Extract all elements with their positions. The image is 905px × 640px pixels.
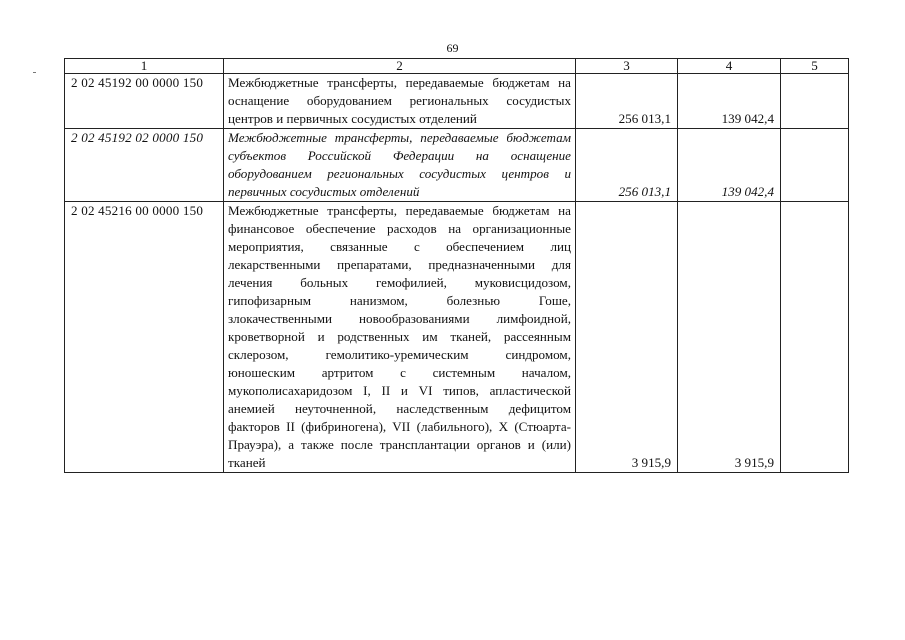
revenue-code-cell: 2 02 45216 00 0000 150 xyxy=(65,202,224,473)
revenue-name-cell: Межбюджетные трансферты, передаваемые бюджетам на оснащение оборудованием региональных сосудистых центров и первичных сосудистых отделений xyxy=(224,74,576,129)
column-header: 5 xyxy=(781,59,849,74)
budget-table xyxy=(64,58,849,473)
column-header: 1 xyxy=(65,59,224,74)
scan-artifact xyxy=(33,72,36,73)
amount-cell-col5 xyxy=(781,129,849,202)
amount-cell-col4: 3 915,9 xyxy=(678,202,781,473)
amount-cell-col3: 3 915,9 xyxy=(576,202,678,473)
column-header: 2 xyxy=(224,59,576,74)
revenue-name-cell: Межбюджетные трансферты, передаваемые бюджетам на финансовое обеспечение расходов на организационные мероприятия, связанные с обеспечением лиц лекарственными препаратами, предназначенными для лечения больных гемофилией, муковисцидозом, гипофизарным нанизмом, болезнью Гоше, злокачественными новообразованиями лимфоидной, кроветворной и родственных им тканей, рассеянным склерозом, гемолитико-уремическим синдромом, юношеским артритом с системным началом, мукополисахаридозом I, II и VI типов, апластической анемией неуточненной, наследственным дефицитом факторов II (фибриногена), VII (лабильного), X (Стюарта-Прауэра), а также после трансплантации органов и (или) тканей xyxy=(224,202,576,473)
revenue-code-cell: 2 02 45192 00 0000 150 xyxy=(65,74,224,129)
amount-cell-col3: 256 013,1 xyxy=(576,74,678,129)
revenue-name-cell: Межбюджетные трансферты, передаваемые бюджетам субъектов Российской Федерации на оснащение оборудованием региональных сосудистых центров и первичных сосудистых отделений xyxy=(224,129,576,202)
amount-cell-col5 xyxy=(781,74,849,129)
column-header: 3 xyxy=(576,59,678,74)
amount-cell-col4: 139 042,4 xyxy=(678,74,781,129)
amount-cell-col3: 256 013,1 xyxy=(576,129,678,202)
column-header: 4 xyxy=(678,59,781,74)
table-row xyxy=(65,74,849,129)
table-row xyxy=(65,129,849,202)
table-header-row xyxy=(65,59,849,74)
revenue-code-cell: 2 02 45192 02 0000 150 xyxy=(65,129,224,202)
table-row xyxy=(65,202,849,473)
amount-cell-col5 xyxy=(781,202,849,473)
amount-cell-col4: 139 042,4 xyxy=(678,129,781,202)
page-number: 69 xyxy=(446,41,459,55)
